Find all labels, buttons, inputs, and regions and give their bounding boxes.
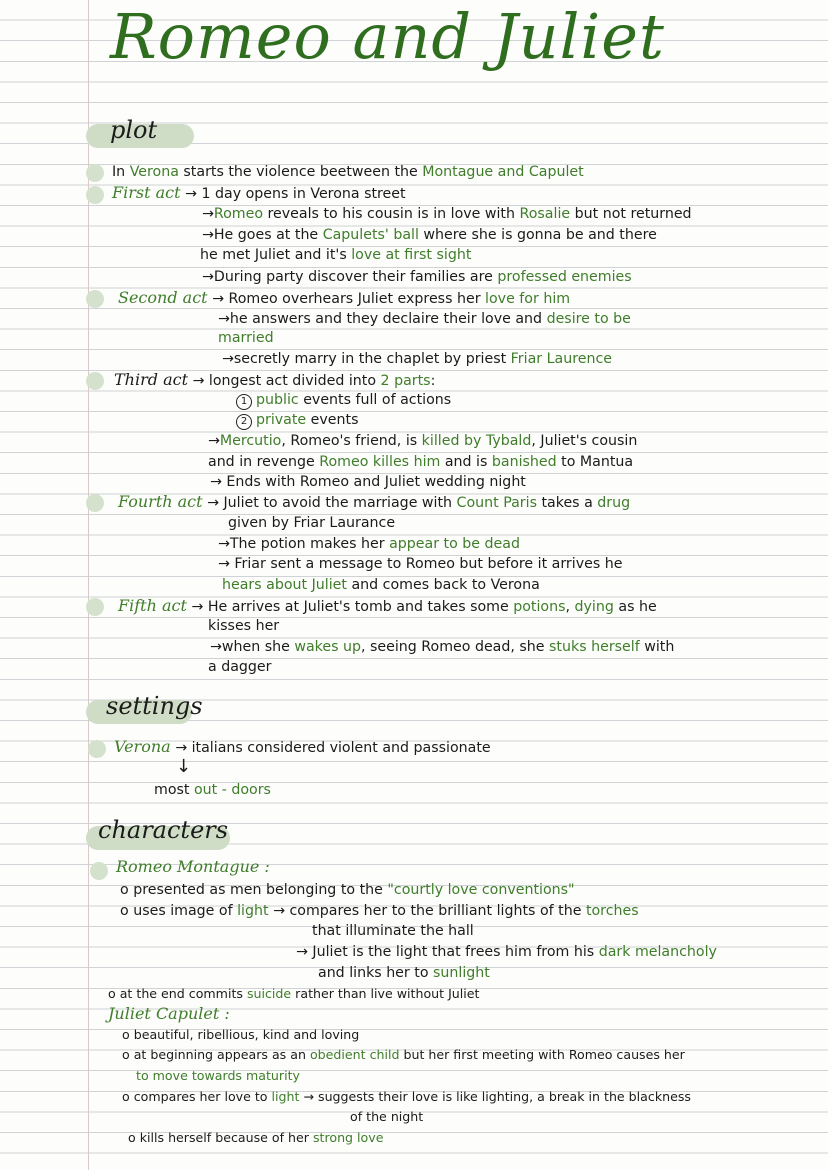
plot-line: →He goes at the Capulets' ball where she is gonna be and there xyxy=(202,227,657,243)
section-heading-settings: settings xyxy=(106,692,203,720)
character-name-juliet: Juliet Capulet : xyxy=(108,1004,230,1023)
section-heading-characters: characters xyxy=(98,816,229,844)
fifth-act-row: Fifth act → He arrives at Juliet's tomb and takes some potions, dying as he xyxy=(118,596,657,615)
page-title: Romeo and Juliet xyxy=(110,0,665,73)
character-line: and links her to sunlight xyxy=(318,965,490,981)
arrow-down-icon: ↓ xyxy=(176,756,192,777)
settings-row: Verona → italians considered violent and passionate xyxy=(114,737,491,756)
plot-line: →secretly marry in the chaplet by priest Friar Laurence xyxy=(222,351,612,367)
bullet-dot xyxy=(86,494,104,512)
plot-line: a dagger xyxy=(208,659,272,675)
character-line: o compares her love to light → suggests their love is like lighting, a break in the blackness xyxy=(122,1089,691,1104)
character-line: o beautiful, ribellious, kind and loving xyxy=(122,1027,360,1042)
character-line: o at beginning appears as an obedient child but her first meeting with Romeo causes her xyxy=(122,1047,685,1062)
plot-line: kisses her xyxy=(208,618,280,634)
act-label: First act xyxy=(112,183,181,202)
plot-intro: In Verona starts the violence beetween the Montague and Capulet xyxy=(112,164,584,180)
third-act-row: Third act → longest act divided into 2 parts: xyxy=(114,370,436,389)
character-line: → Juliet is the light that frees him from his dark melancholy xyxy=(296,944,717,960)
act-label: Fourth act xyxy=(118,492,203,511)
plot-line: → Ends with Romeo and Juliet wedding night xyxy=(210,474,526,490)
plot-line: and in revenge Romeo killes him and is banished to Mantua xyxy=(208,454,634,470)
bullet-dot xyxy=(86,186,104,204)
plot-line: →During party discover their families are professed enemies xyxy=(202,269,632,285)
plot-line: 2 private events xyxy=(236,410,358,430)
plot-line: he met Juliet and it's love at first sight xyxy=(200,247,472,263)
plot-line: →The potion makes her appear to be dead xyxy=(218,536,520,552)
bullet-dot xyxy=(86,164,104,182)
character-line: o presented as men belonging to the "courtly love conventions" xyxy=(120,882,575,898)
plot-line: given by Friar Laurance xyxy=(228,515,396,531)
character-line: to move towards maturity xyxy=(136,1068,300,1083)
bullet-dot xyxy=(86,598,104,616)
plot-line: married xyxy=(218,330,274,346)
plot-line: → Friar sent a message to Romeo but before it arrives he xyxy=(218,556,623,572)
plot-line: hears about Juliet and comes back to Verona xyxy=(222,577,540,593)
act-label: Second act xyxy=(118,288,208,307)
settings-line: most out - doors xyxy=(154,782,271,798)
second-act-row: Second act → Romeo overhears Juliet express her love for him xyxy=(118,288,571,307)
character-line: o kills herself because of her strong love xyxy=(128,1130,384,1145)
act-label: Fifth act xyxy=(118,596,187,615)
plot-line: →he answers and they declaire their love and desire to be xyxy=(218,311,631,327)
character-line: o uses image of light → compares her to the brilliant lights of the torches xyxy=(120,903,639,919)
bullet-dot xyxy=(90,862,108,880)
act-label: Third act xyxy=(114,370,188,389)
bullet-dot xyxy=(86,372,104,390)
character-name-romeo: Romeo Montague : xyxy=(116,857,270,876)
section-heading-plot: plot xyxy=(110,116,158,144)
plot-line: →Romeo reveals to his cousin is in love with Rosalie but not returned xyxy=(202,206,692,222)
character-line: of the night xyxy=(350,1109,424,1124)
first-act-row: First act → 1 day opens in Verona street xyxy=(112,183,406,202)
plot-line: 1 public events full of actions xyxy=(236,390,451,410)
plot-line: →Mercutio, Romeo's friend, is killed by Tybald, Juliet's cousin xyxy=(208,433,638,449)
character-line: that illuminate the hall xyxy=(312,923,474,939)
fourth-act-row: Fourth act → Juliet to avoid the marriage with Count Paris takes a drug xyxy=(118,492,631,511)
bullet-dot xyxy=(88,740,106,758)
plot-line: →when she wakes up, seeing Romeo dead, she stuks herself with xyxy=(210,639,675,655)
character-line: o at the end commits suicide rather than live without Juliet xyxy=(108,986,480,1001)
bullet-dot xyxy=(86,290,104,308)
